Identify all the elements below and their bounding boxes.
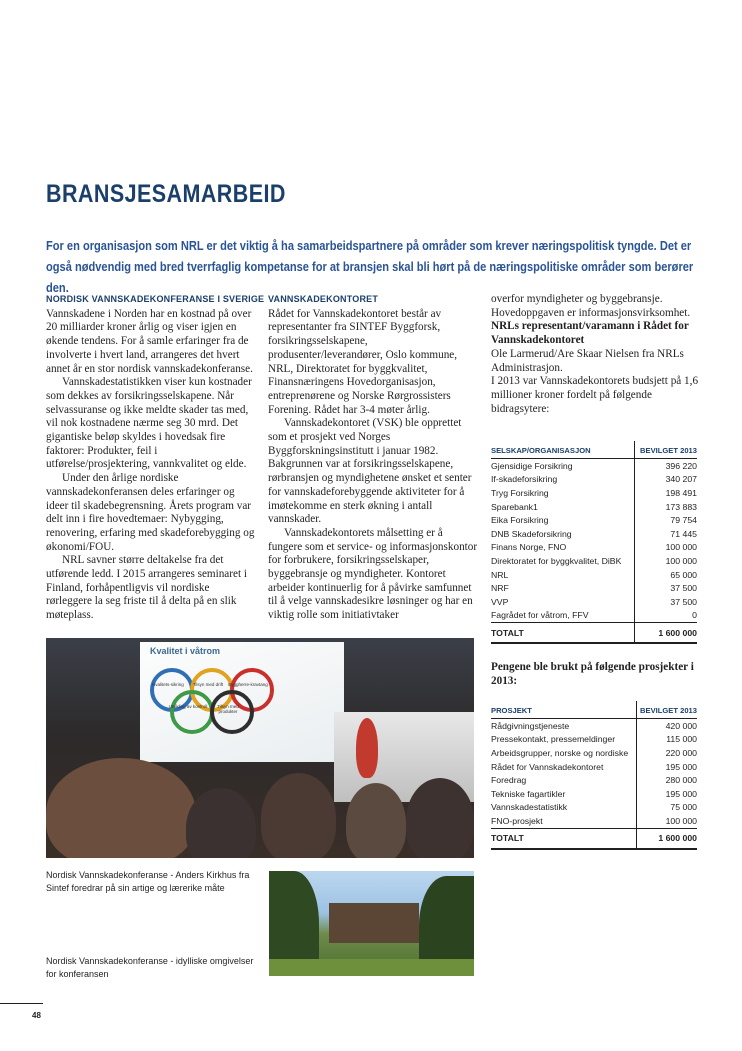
row-label: Foredrag	[491, 775, 527, 786]
row-amount: 195 000	[636, 787, 697, 801]
row-amount: 195 000	[636, 760, 697, 774]
photo-caption: Nordisk Vannskadekonferanse - Anders Kirkhus fra Sintef foredrar på sin artige og lærerike måte	[46, 870, 250, 893]
table-row	[491, 787, 697, 801]
subheading-projects: Pengene ble brukt på følgende prosjekter i 2013:	[491, 661, 694, 687]
paragraph: Vannskadestatistikken viser kun kostnader som dekkes av forsikringsselskapene. Når selvassuranse og ikke meldte skader tas med, vil nok kostnadene nærme seg 30 mrd. Det gigantiske beløp skyldes i hovedsak fire faktorer: Produkter, feil i utførelse/prosjektering, vannkvalitet og elde.	[46, 376, 252, 471]
intro-text: For en organisasjon som NRL er det viktig å ha samarbeidspartnere på områder som krever næringspolitisk tyngde. Det er også nødvendig med bred tverrfaglig kompetanse for at bransjen skal bli hørt på de næringspolitiske områder som berører den.	[46, 239, 694, 295]
table-row	[491, 500, 697, 514]
audience-head	[186, 788, 256, 858]
column-projects-heading	[491, 661, 701, 688]
table-header-project: PROSJEKT	[491, 701, 636, 719]
row-label: Finans Norge, FNO	[491, 542, 567, 553]
row-amount: 100 000	[634, 554, 697, 568]
section-heading-vannskadekontoret: VANNSKADEKONTORET	[268, 294, 379, 304]
table-header-organisation: SELSKAP/ORGANISASJON	[491, 441, 634, 459]
table-row	[491, 459, 697, 473]
row-label: If-skadeforsikring	[491, 474, 558, 485]
page-number: 48	[32, 1011, 41, 1020]
row-label: VVP	[491, 596, 509, 607]
row-amount: 100 000	[636, 814, 697, 828]
row-label: Tekniske fagartikler	[491, 788, 566, 799]
row-amount: 71 445	[634, 527, 697, 541]
row-amount: 0	[634, 609, 697, 623]
total-label: TOTALT	[491, 623, 634, 644]
row-amount: 396 220	[634, 459, 697, 473]
row-amount: 75 000	[636, 801, 697, 815]
table-row	[491, 595, 697, 609]
row-label: Rådet for Vannskadekontoret	[491, 761, 604, 772]
table-row	[491, 746, 697, 760]
column-nordisk	[46, 293, 265, 623]
row-label: NRF	[491, 583, 509, 594]
venue-photo	[269, 871, 474, 976]
ring-label: Tilsyn med drift	[192, 682, 224, 687]
row-label: Tryg Forsikring	[491, 487, 549, 498]
ring-label: Byggherre-kravtang	[228, 682, 268, 687]
row-label: Sparebank1	[491, 501, 538, 512]
building-shape	[329, 903, 419, 943]
paragraph: Vannskadekontoret (VSK) ble opprettet som et prosjekt ved Norges Byggforskningsinstitutt i januar 1982. Bakgrunnen var at forsikringsselskapene, rørbransjen og myndighetene ønsket et senter for vannskadeforebyggende aktiviteter for å imøtekomme en sterk økning i antall vannskader.	[268, 417, 472, 526]
paragraph: Vannskadene i Norden har en kostnad på over 20 milliarder kroner årlig og viser igjen en økende tendens. For å samle erfaringer fra de involverte i hvert land, arrangeres det hvert annet år en stor nordisk vannskadekonferanse.	[46, 307, 253, 375]
audience-head	[46, 758, 196, 858]
row-label: Arbeidsgrupper, norske og nordiske	[491, 747, 629, 758]
ring-label: Kvalitets-sikring	[152, 682, 184, 687]
table-row	[491, 568, 697, 582]
paragraph: overfor myndigheter og byggebransje. Hovedoppgaven er informasjonsvirksomhet.	[491, 293, 691, 319]
subheading-representant: NRLs representant/varamann i Rådet for Vannskadekontoret	[491, 320, 689, 347]
table-row	[491, 486, 697, 500]
ring-label: Tilsyn med produkter	[217, 704, 239, 714]
table-row	[491, 814, 697, 828]
row-amount: 115 000	[636, 733, 697, 747]
total-label: TOTALT	[491, 828, 636, 849]
footer-rule	[0, 1003, 43, 1004]
table-row	[491, 719, 697, 733]
row-label: Pressekontakt, pressemeldinger	[491, 734, 616, 745]
column-vannskadekontoret	[268, 293, 478, 623]
table-row	[491, 554, 697, 568]
table-total-row	[491, 828, 697, 849]
table-row	[491, 609, 697, 623]
ring-label: Utvikling av kontroll	[168, 704, 208, 709]
projection-screen	[140, 642, 344, 762]
row-label: FNO-prosjekt	[491, 815, 543, 826]
row-label: Vannskadestatistikk	[491, 802, 568, 813]
paragraph: Vannskadekontorets målsetting er å fungere som et service- og informasjonskontor for forbrukere, forsikringsselskaper, byggebransje og myndigheter. Kontoret arbeider kontinuerlig for å påvirke samfunnet til å velge vannskadesikre løsninger og har en viktig rolle som initiativtaker	[268, 526, 478, 622]
row-label: Direktoratet for byggkvalitet, DiBK	[491, 555, 622, 566]
section-heading-nordisk: NORDISK VANNSKADEKONFERANSE I SVERIGE	[46, 294, 265, 304]
table-row	[491, 581, 697, 595]
column-budget	[491, 293, 701, 416]
table-row	[491, 733, 697, 747]
table-row	[491, 801, 697, 815]
table-row	[491, 473, 697, 487]
page-title: BRANSJESAMARBEID	[46, 180, 286, 208]
table-row	[491, 527, 697, 541]
row-label: NRL	[491, 569, 509, 580]
speaker-figure	[356, 718, 378, 778]
audience-head	[346, 783, 406, 858]
table-header-amount: BEVILGET 2013	[634, 441, 697, 459]
contributors-table	[491, 441, 697, 644]
table-body	[491, 459, 697, 623]
row-amount: 100 000	[634, 541, 697, 555]
paragraph: Ole Larmerud/Are Skaar Nielsen fra NRLs Administrasjon.	[491, 347, 684, 374]
row-label: Eika Forsikring	[491, 515, 549, 526]
row-label: DNB Skadeforsikring	[491, 528, 572, 539]
row-amount: 173 883	[634, 500, 697, 514]
row-amount: 79 754	[634, 513, 697, 527]
table-body	[491, 719, 697, 829]
row-amount: 420 000	[636, 719, 697, 733]
table-row	[491, 760, 697, 774]
row-amount: 37 500	[634, 581, 697, 595]
grass-shape	[269, 959, 474, 976]
audience-head	[406, 778, 474, 858]
conference-photo	[46, 638, 474, 858]
projects-table	[491, 701, 697, 850]
paragraph: Under den årlige nordiske vannskadekonferansen deles erfaringer og ideer til skadebegrensning. Årets program var delt inn i fire hovedtemaer: Nybygging, renovering, erfaring med skadeforebygging og økonomi/FOU.	[46, 472, 255, 553]
table-row	[491, 773, 697, 787]
row-label: Gjensidige Forsikring	[491, 460, 573, 471]
row-amount: 280 000	[636, 773, 697, 787]
total-value: 1 600 000	[636, 828, 697, 849]
table-row	[491, 541, 697, 555]
paragraph: Rådet for Vannskadekontoret består av representanter fra SINTEF Byggforsk, forsikringsselskapene, produsenter/leverandører, Oslo kommune, NRL, Direktoratet for byggkvalitet, Finansnæringens Hovedorganisasjon, entreprenørene og Norske Rørgrossisters Forening. Rådet har 3-4 møter årlig.	[268, 307, 458, 416]
slide-title: Kvalitet i våtrom	[150, 646, 221, 656]
row-label: Fagrådet for våtrom, FFV	[491, 610, 589, 621]
row-amount: 340 207	[634, 473, 697, 487]
photo-caption: Nordisk Vannskadekonferanse - idylliske omgivelser for konferansen	[46, 956, 254, 979]
row-amount: 220 000	[636, 746, 697, 760]
paragraph: I 2013 var Vannskadekontorets budsjett på 1,6 millioner kroner fordelt på følgende bidragsytere:	[491, 375, 699, 415]
table-total-row	[491, 623, 697, 644]
table-header-amount: BEVILGET 2013	[636, 701, 697, 719]
audience-head	[261, 773, 336, 858]
paragraph: NRL savner større deltakelse fra det utførende ledd. I 2015 arrangeres seminaret i Finland, forhåpentligvis vil nordiske rørleggere la seg friste til å delta på en slik møteplass.	[46, 554, 247, 622]
total-value: 1 600 000	[634, 623, 697, 644]
row-amount: 37 500	[634, 595, 697, 609]
row-amount: 198 491	[634, 486, 697, 500]
row-label: Rådgivningstjeneste	[491, 720, 570, 731]
row-amount: 65 000	[634, 568, 697, 582]
table-row	[491, 513, 697, 527]
